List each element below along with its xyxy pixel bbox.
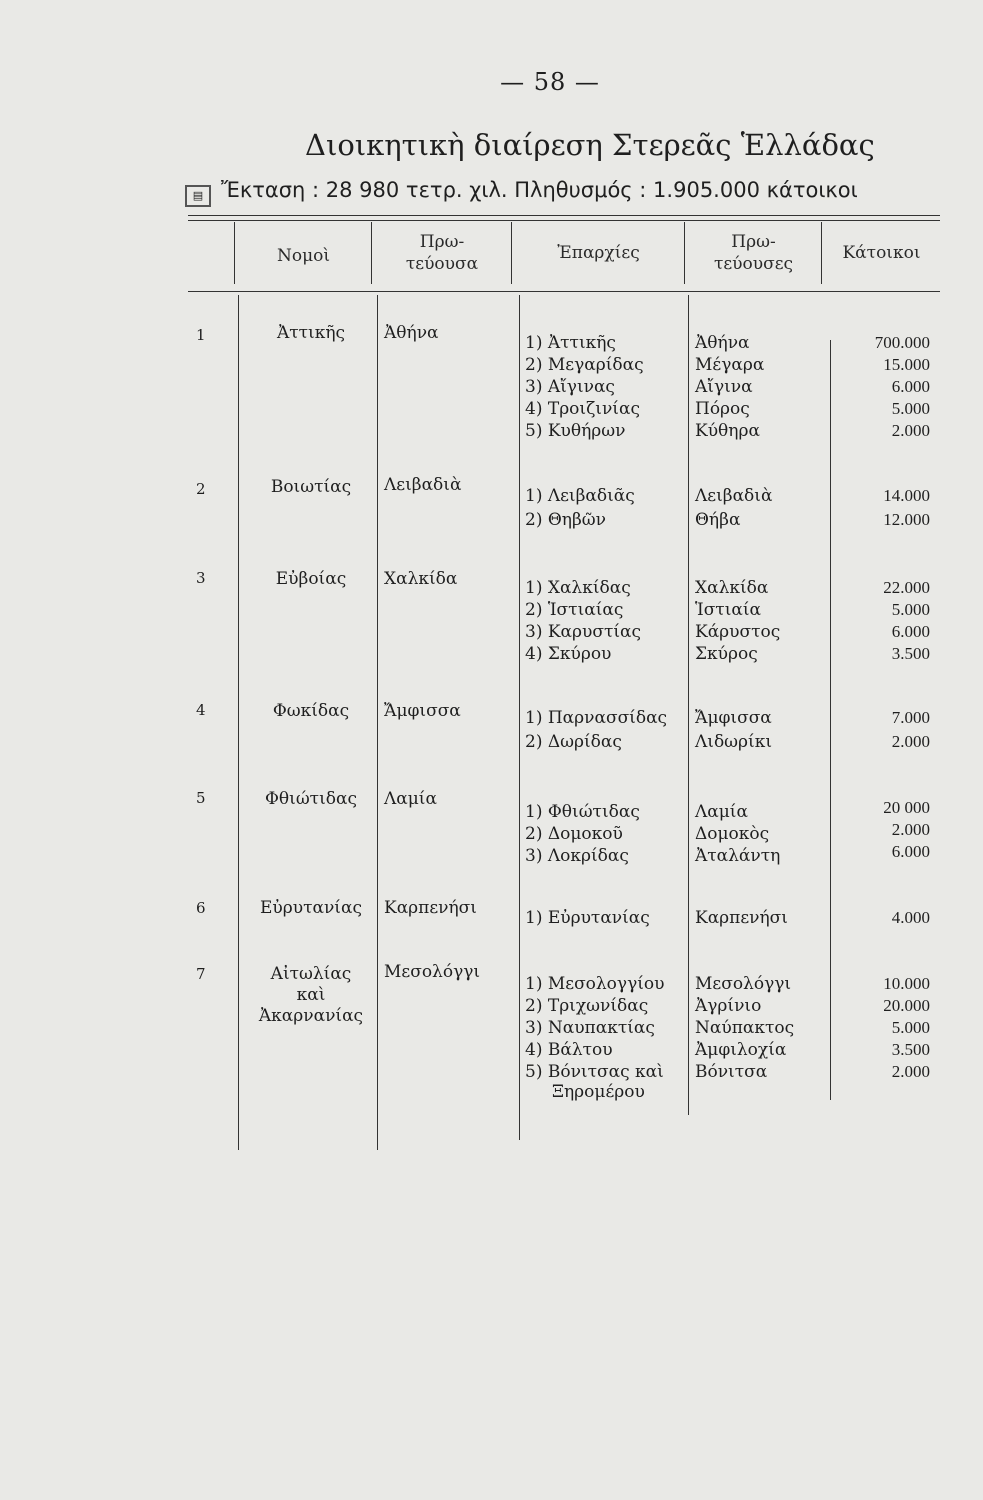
eparchia-name: 5) Κυθήρων [525,421,626,441]
nomos-capital: Λαμία [384,789,437,809]
eparchia-population: 20.000 [883,996,930,1015]
header-proteuousa: Πρω- τεύουσα [405,232,479,274]
row-number: 1 [196,326,206,344]
eparchia-population: 14.000 [883,486,930,505]
eparchia-name: 1) Λειβαδιᾶς [525,486,635,506]
header-bottom-rule [188,291,940,292]
eparchia-population: 22.000 [883,578,930,597]
eparchia-capital: Αἴγινα [695,377,753,397]
eparchia-population: 15.000 [883,355,930,374]
eparchia-name: 1) Μεσολογγίου [525,974,665,994]
eparchia-name: 2) Μεγαρίδας [525,355,644,375]
eparchia-capital: Ἄμφισσα [695,708,772,728]
eparchia-capital: Ναύπακτος [695,1018,795,1038]
eparchia-population: 6.000 [891,842,930,861]
eparchia-capital: Ἀγρίνιο [695,996,762,1016]
eparchia-name: 3) Λοκρίδας [525,846,629,866]
eparchia-capital: Κάρυστος [695,622,781,642]
eparchia-population: 20 000 [883,798,930,817]
eparchia-population: 12.000 [883,510,930,529]
eparchia-population: 700.000 [874,333,930,352]
nomos-name: Φθιώτιδας [264,789,357,809]
nomos-name: Εὐρυτανίας [260,898,362,918]
nomos-capital: Λειβαδιὰ [384,475,462,495]
column-divider [688,295,689,1115]
eparchia-population: 2.000 [891,820,930,839]
eparchia-population: 3.500 [891,644,930,663]
header-nomoi: Νομοὶ [276,246,331,266]
eparchia-name: 3) Ναυπακτίας [525,1018,655,1038]
eparchia-capital: Θήβα [695,510,741,530]
eparchia-name: 2) Ἱστιαίας [525,600,624,620]
header-divider [371,222,372,284]
header-divider [684,222,685,284]
eparchia-name: 1) Χαλκίδας [525,578,631,598]
row-number: 5 [196,789,206,807]
nomos-name: Εὐβοίας [275,569,347,589]
eparchia-capital: Πόρος [695,399,750,419]
eparchia-capital: Βόνιτσα [695,1062,768,1082]
column-divider [519,295,520,1140]
eparchia-population: 6.000 [891,377,930,396]
nomos-capital: Καρπενήσι [384,898,477,918]
eparchia-population: 2.000 [891,421,930,440]
eparchia-capital: Κύθηρα [695,421,760,441]
row-number: 6 [196,899,206,917]
eparchia-capital: Λειβαδιὰ [695,486,773,506]
row-number: 7 [196,965,206,983]
header-eparchies: Ἐπαρχίες [557,243,640,263]
eparchia-name: 2) Θηβῶν [525,510,606,530]
eparchia-capital: Σκύρος [695,644,758,664]
header-katoikoi: Κάτοικοι [842,243,921,263]
eparchia-population: 2.000 [891,1062,930,1081]
eparchia-population: 5.000 [891,600,930,619]
eparchia-name: 2) Δωρίδας [525,732,622,752]
eparchia-capital: Ἱστιαία [695,600,762,620]
eparchia-capital: Χαλκίδα [695,578,769,598]
eparchia-capital: Λιδωρίκι [695,732,772,752]
map-icon: ▤ [185,185,211,207]
eparchia-capital: Ἀμφιλοχία [695,1040,787,1060]
eparchia-name: 1) Παρνασσίδας [525,708,668,728]
eparchia-population: 3.500 [891,1040,930,1059]
eparchia-capital: Καρπενήσι [695,908,788,928]
row-number: 3 [196,569,206,587]
eparchia-population: 7.000 [891,708,930,727]
eparchia-name: 4) Βάλτου [525,1040,613,1060]
eparchia-capital: Μέγαρα [695,355,765,375]
row-number: 2 [196,480,206,498]
header-top-rule-2 [188,220,940,221]
header-divider [234,222,235,284]
eparchia-name: 1) Φθιώτιδας [525,802,640,822]
header-proteuouses: Πρω- τεύουσες [713,232,794,274]
header-top-rule [188,215,940,216]
eparchia-capital: Μεσολόγγι [695,974,792,994]
page-number: — 58 — [500,68,600,96]
eparchia-capital: Λαμία [695,802,748,822]
nomos-capital: Ἀθήνα [384,323,439,343]
row-number: 4 [196,701,206,719]
eparchia-name: 1) Ἀττικῆς [525,333,616,353]
eparchia-capital: Δομοκὸς [695,824,770,844]
eparchia-name: 4) Τροιζινίας [525,399,640,419]
eparchia-population: 2.000 [891,732,930,751]
eparchia-name: 1) Εὐρυτανίας [525,908,650,928]
nomos-name: Ἀττικῆς [276,323,346,343]
eparchia-population: 10.000 [883,974,930,993]
eparchia-capital: Ἀταλάντη [695,846,781,866]
eparchia-name: 2) Δομοκοῦ [525,824,623,844]
eparchia-name: 4) Σκύρου [525,644,612,664]
page-title: Διοικητικὴ διαίρεση Στερεᾶς Ἑλλάδας [305,128,875,162]
header-divider [821,222,822,284]
eparchia-name: 5) Βόνιτσας καὶ Ξηρομέρου [525,1062,664,1102]
eparchia-name: 3) Καρυστίας [525,622,642,642]
nomos-name: Αἰτωλίας καὶ Ἀκαρνανίας [258,964,364,1026]
eparchia-name: 2) Τριχωνίδας [525,996,649,1016]
eparchia-population: 6.000 [891,622,930,641]
eparchia-population: 5.000 [891,1018,930,1037]
nomos-capital: Ἄμφισσα [384,701,461,721]
eparchia-name: 3) Αἴγινας [525,377,615,397]
eparchia-population: 5.000 [891,399,930,418]
header-divider [511,222,512,284]
eparchia-capital: Ἀθήνα [695,333,750,353]
nomos-name: Βοιωτίας [270,477,352,497]
nomos-capital: Χαλκίδα [384,569,458,589]
subtitle [185,178,858,207]
nomos-name: Φωκίδας [272,701,350,721]
subtitle-text: Ἔκταση : 28 980 τετρ. χιλ. Πληθυσμός : 1.905.000 κάτοικοι [221,178,858,202]
eparchia-population: 4.000 [891,908,930,927]
nomos-capital: Μεσολόγγι [384,962,481,982]
